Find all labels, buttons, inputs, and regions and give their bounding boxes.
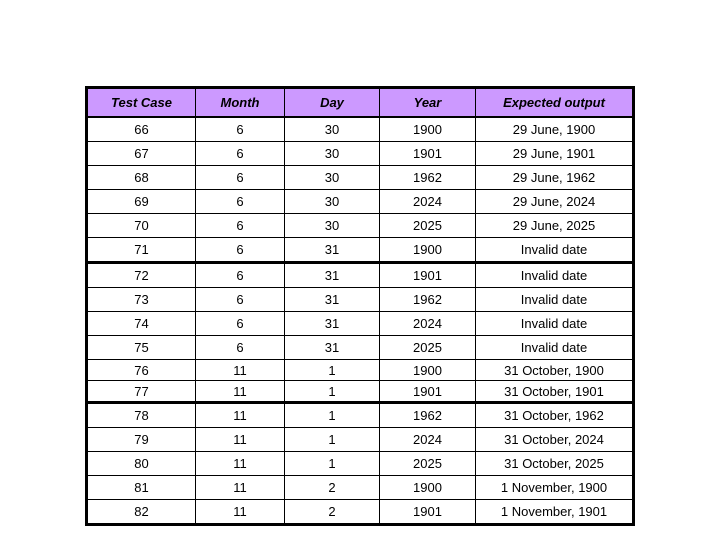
cell-expected-output: 31 October, 1962 — [476, 403, 634, 428]
cell-day: 1 — [285, 403, 380, 428]
cell-test-case: 66 — [87, 117, 196, 142]
header-month: Month — [196, 88, 285, 118]
cell-month: 11 — [196, 500, 285, 525]
table-row — [87, 288, 634, 312]
table-row — [87, 452, 634, 476]
cell-year: 2024 — [380, 428, 476, 452]
cell-month: 6 — [196, 117, 285, 142]
cell-day: 30 — [285, 142, 380, 166]
cell-year: 1962 — [380, 403, 476, 428]
table-row — [87, 117, 634, 142]
cell-expected-output: Invalid date — [476, 312, 634, 336]
cell-test-case: 72 — [87, 263, 196, 288]
cell-expected-output: 29 June, 1901 — [476, 142, 634, 166]
table-row — [87, 190, 634, 214]
cell-test-case: 73 — [87, 288, 196, 312]
cell-month: 6 — [196, 190, 285, 214]
cell-month: 11 — [196, 381, 285, 403]
cell-year: 1901 — [380, 500, 476, 525]
table-row — [87, 263, 634, 288]
cell-year: 1900 — [380, 238, 476, 263]
header-expected-output: Expected output — [476, 88, 634, 118]
cell-day: 31 — [285, 238, 380, 263]
cell-day: 30 — [285, 166, 380, 190]
cell-month: 11 — [196, 428, 285, 452]
table-row — [87, 381, 634, 403]
cell-month: 11 — [196, 476, 285, 500]
cell-year: 2025 — [380, 452, 476, 476]
cell-test-case: 68 — [87, 166, 196, 190]
table-row — [87, 312, 634, 336]
cell-day: 30 — [285, 117, 380, 142]
cell-year: 1900 — [380, 476, 476, 500]
cell-expected-output: Invalid date — [476, 288, 634, 312]
cell-expected-output: Invalid date — [476, 263, 634, 288]
cell-test-case: 69 — [87, 190, 196, 214]
cell-month: 6 — [196, 214, 285, 238]
cell-expected-output: 29 June, 2024 — [476, 190, 634, 214]
cell-expected-output: Invalid date — [476, 238, 634, 263]
table-row — [87, 360, 634, 381]
cell-expected-output: 31 October, 1900 — [476, 360, 634, 381]
cell-day: 31 — [285, 263, 380, 288]
cell-test-case: 70 — [87, 214, 196, 238]
table-row — [87, 142, 634, 166]
cell-day: 2 — [285, 500, 380, 525]
cell-month: 11 — [196, 403, 285, 428]
cell-test-case: 74 — [87, 312, 196, 336]
cell-year: 2025 — [380, 336, 476, 360]
table-row — [87, 428, 634, 452]
header-test-case: Test Case — [87, 88, 196, 118]
cell-year: 1901 — [380, 263, 476, 288]
cell-test-case: 71 — [87, 238, 196, 263]
cell-year: 1962 — [380, 288, 476, 312]
cell-year: 1962 — [380, 166, 476, 190]
table-row — [87, 476, 634, 500]
cell-test-case: 67 — [87, 142, 196, 166]
cell-month: 6 — [196, 166, 285, 190]
cell-test-case: 80 — [87, 452, 196, 476]
cell-year: 1901 — [380, 142, 476, 166]
cell-year: 1900 — [380, 360, 476, 381]
header-day: Day — [285, 88, 380, 118]
cell-year: 2024 — [380, 190, 476, 214]
cell-test-case: 78 — [87, 403, 196, 428]
cell-expected-output: 29 June, 1900 — [476, 117, 634, 142]
cell-year: 1901 — [380, 381, 476, 403]
cell-day: 31 — [285, 312, 380, 336]
cell-expected-output: 31 October, 2025 — [476, 452, 634, 476]
cell-month: 6 — [196, 288, 285, 312]
cell-test-case: 81 — [87, 476, 196, 500]
table-row — [87, 238, 634, 263]
cell-test-case: 76 — [87, 360, 196, 381]
cell-month: 11 — [196, 360, 285, 381]
cell-day: 1 — [285, 360, 380, 381]
cell-month: 6 — [196, 312, 285, 336]
table-row — [87, 500, 634, 525]
cell-year: 1900 — [380, 117, 476, 142]
cell-expected-output: 29 June, 1962 — [476, 166, 634, 190]
header-year: Year — [380, 88, 476, 118]
header-row — [87, 88, 634, 118]
cell-day: 31 — [285, 336, 380, 360]
cell-expected-output: 31 October, 2024 — [476, 428, 634, 452]
cell-year: 2024 — [380, 312, 476, 336]
cell-expected-output: 1 November, 1901 — [476, 500, 634, 525]
cell-expected-output: 31 October, 1901 — [476, 381, 634, 403]
cell-test-case: 77 — [87, 381, 196, 403]
cell-month: 6 — [196, 238, 285, 263]
cell-month: 6 — [196, 263, 285, 288]
cell-day: 31 — [285, 288, 380, 312]
cell-month: 6 — [196, 336, 285, 360]
cell-month: 11 — [196, 452, 285, 476]
cell-expected-output: Invalid date — [476, 336, 634, 360]
cell-day: 2 — [285, 476, 380, 500]
table-row — [87, 214, 634, 238]
cell-day: 1 — [285, 452, 380, 476]
cell-month: 6 — [196, 142, 285, 166]
table-row — [87, 166, 634, 190]
cell-expected-output: 29 June, 2025 — [476, 214, 634, 238]
cell-day: 1 — [285, 381, 380, 403]
test-case-table — [85, 86, 635, 526]
cell-test-case: 75 — [87, 336, 196, 360]
cell-expected-output: 1 November, 1900 — [476, 476, 634, 500]
cell-test-case: 82 — [87, 500, 196, 525]
cell-day: 30 — [285, 190, 380, 214]
cell-day: 30 — [285, 214, 380, 238]
cell-test-case: 79 — [87, 428, 196, 452]
cell-day: 1 — [285, 428, 380, 452]
cell-year: 2025 — [380, 214, 476, 238]
table-row — [87, 403, 634, 428]
table-row — [87, 336, 634, 360]
